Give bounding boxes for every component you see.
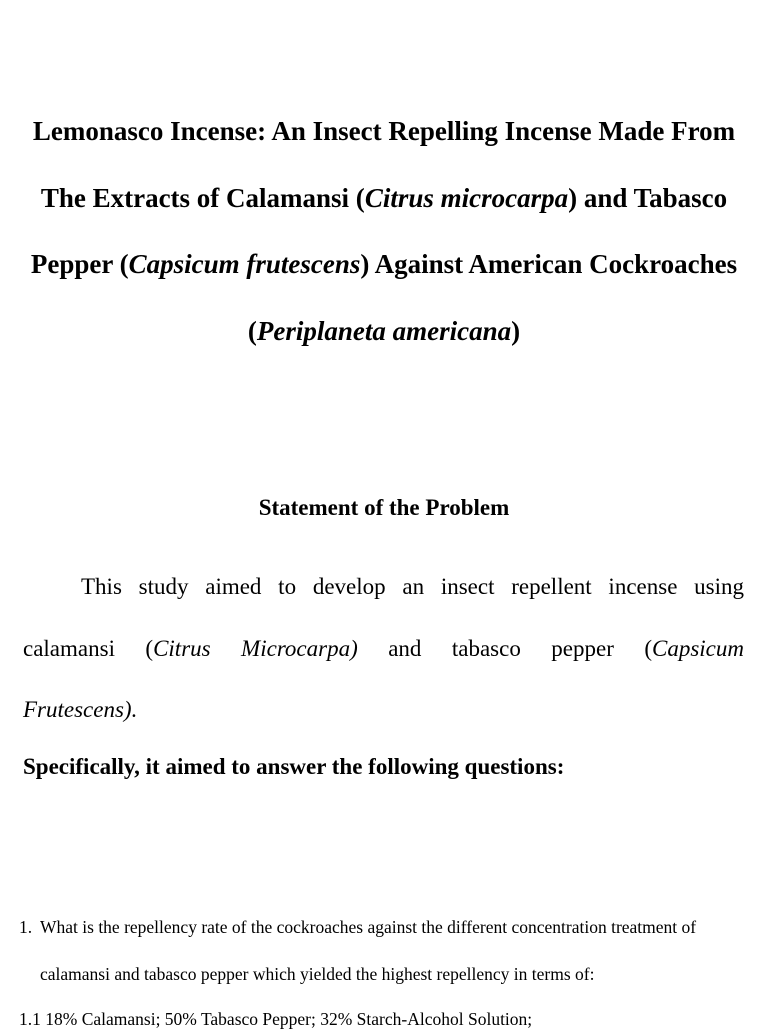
paragraph-text-tabasco: and tabasco pepper ( bbox=[357, 635, 652, 661]
title-text-part1: Lemonasco Incense: An Insect Repelling Incense Made From The Extracts of Calamansi ( bbox=[32, 116, 736, 213]
title-text-part4: ) bbox=[511, 315, 521, 346]
list-item bbox=[19, 904, 749, 998]
paragraph-scientific-name-citrus: Citrus Microcarpa) bbox=[153, 635, 358, 661]
paragraph-line-2 bbox=[23, 618, 744, 680]
section-heading: Statement of the Problem bbox=[258, 495, 510, 520]
sub-list-item: 1.1 18% Calamansi; 50% Tabasco Pepper; 32% Starch-Alcohol Solution; bbox=[19, 1009, 533, 1029]
specific-questions-intro: Specifically, it aimed to answer the following questions: bbox=[23, 754, 565, 779]
paragraph-text-calamansi: calamansi ( bbox=[23, 635, 154, 661]
title-scientific-name-capsicum: Capsicum frutescens bbox=[128, 249, 361, 279]
title-scientific-name-citrus: Citrus microcarpa bbox=[364, 182, 569, 213]
title-text-part3: ) Against American Cockroaches ( bbox=[247, 249, 738, 346]
paragraph-line-3 bbox=[23, 679, 744, 741]
title-scientific-name-periplaneta: Periplaneta americana bbox=[256, 315, 512, 346]
paragraph-scientific-name-capsicum: Capsicum bbox=[651, 635, 744, 661]
problem-paragraph bbox=[23, 556, 744, 741]
list-item-text: What is the repellency rate of the cockroaches against the different concentration treatment of calamansi and tabasco pepper which yielded the highest repellency in terms of: bbox=[40, 917, 697, 984]
paragraph-line-1: This study aimed to develop an insect repellent incense using bbox=[81, 574, 744, 599]
document-title bbox=[20, 98, 748, 364]
paragraph-scientific-name-frutescens: Frutescens). bbox=[23, 697, 138, 722]
list-item-number: 1. bbox=[19, 917, 33, 937]
title-text-part2: ) and Tabasco Pepper ( bbox=[30, 182, 728, 279]
